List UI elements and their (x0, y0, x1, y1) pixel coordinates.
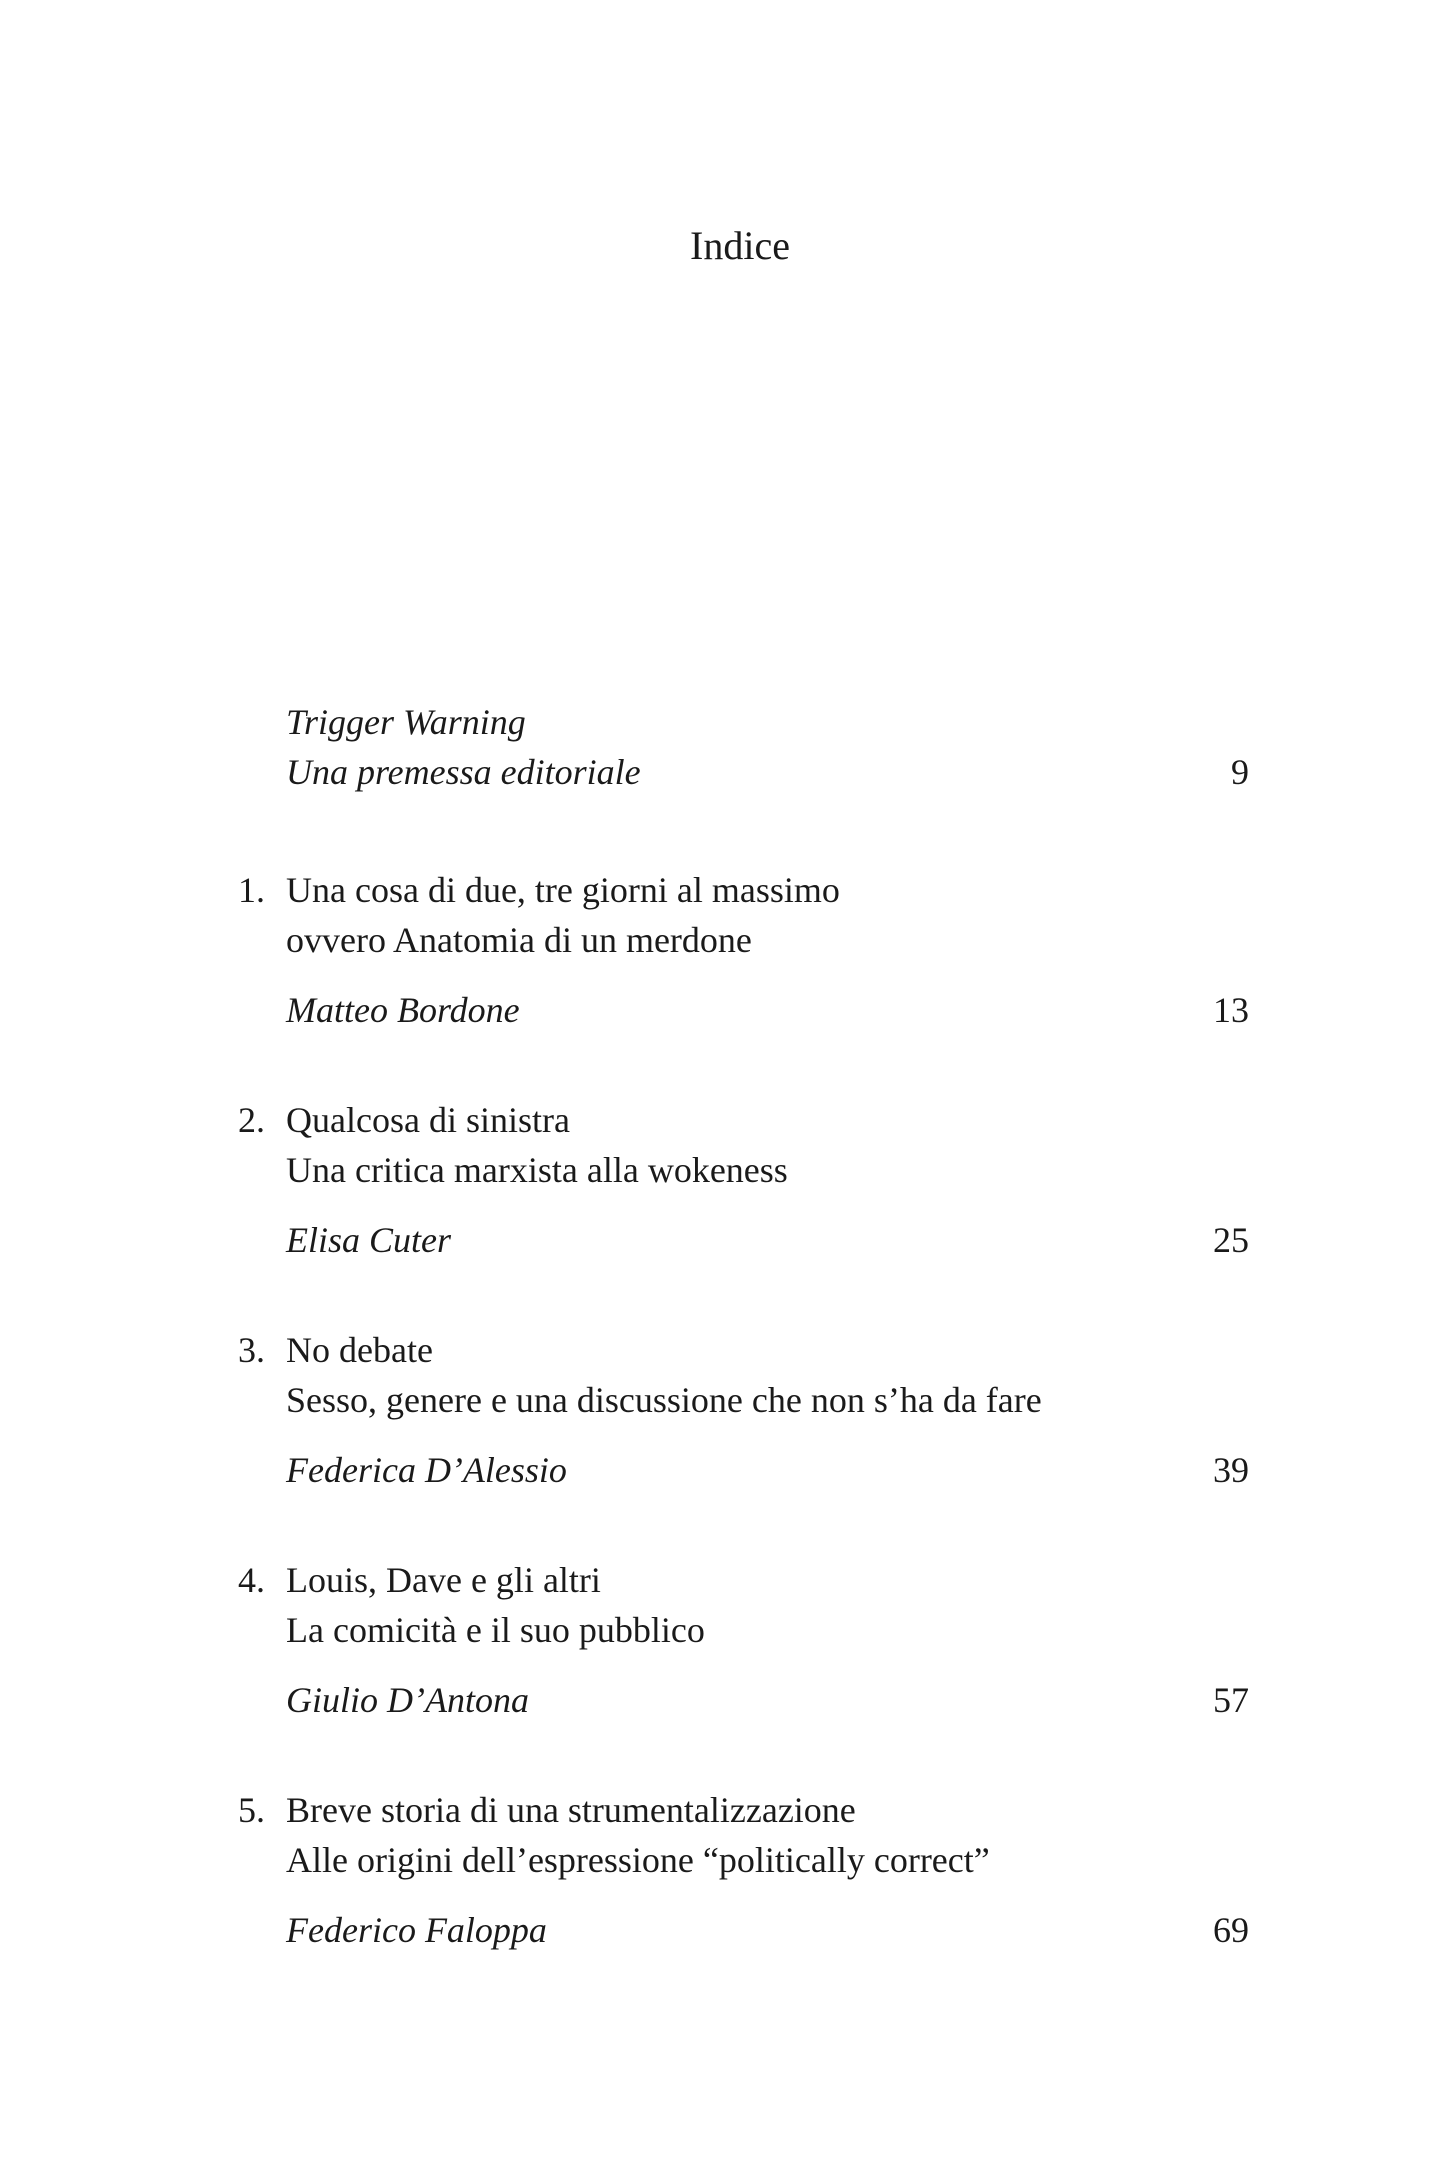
chapter-number: 5. (238, 1790, 265, 1830)
chapter-number: 3. (238, 1330, 265, 1370)
chapter-title: Breve storia di una strumentalizzazione (286, 1790, 856, 1830)
page-number: 57 (1213, 1680, 1249, 1720)
page-title: Indice (690, 223, 790, 268)
chapter-subtitle: La comicità e il suo pubblico (286, 1610, 705, 1650)
chapter-author: Federico Faloppa (286, 1910, 547, 1950)
chapter-number: 2. (238, 1100, 265, 1140)
chapter-subtitle: Alle origini dell’espressione “politically correct” (286, 1840, 990, 1880)
entry-subtitle: Una premessa editoriale (286, 752, 641, 792)
chapter-number: 1. (238, 870, 265, 910)
chapter-title: Una cosa di due, tre giorni al massimo (286, 870, 840, 910)
page-number: 9 (1231, 752, 1249, 792)
chapter-author: Elisa Cuter (286, 1220, 452, 1260)
chapter-author: Matteo Bordone (286, 990, 520, 1030)
page-number: 25 (1213, 1220, 1249, 1260)
chapter-title: No debate (286, 1330, 433, 1370)
page-number: 13 (1213, 990, 1249, 1030)
entry-title: Trigger Warning (286, 702, 526, 742)
chapter-author: Giulio D’Antona (286, 1680, 529, 1720)
chapter-number: 4. (238, 1560, 265, 1600)
chapter-subtitle: ovvero Anatomia di un merdone (286, 920, 752, 960)
page-number: 39 (1213, 1450, 1249, 1490)
chapter-subtitle: Sesso, genere e una discussione che non s’ha da fare (286, 1380, 1042, 1420)
chapter-author: Federica D’Alessio (286, 1450, 567, 1490)
chapter-title: Louis, Dave e gli altri (286, 1560, 601, 1600)
chapter-subtitle: Una critica marxista alla wokeness (286, 1150, 788, 1190)
page-number: 69 (1213, 1910, 1249, 1950)
chapter-title: Qualcosa di sinistra (286, 1100, 570, 1140)
